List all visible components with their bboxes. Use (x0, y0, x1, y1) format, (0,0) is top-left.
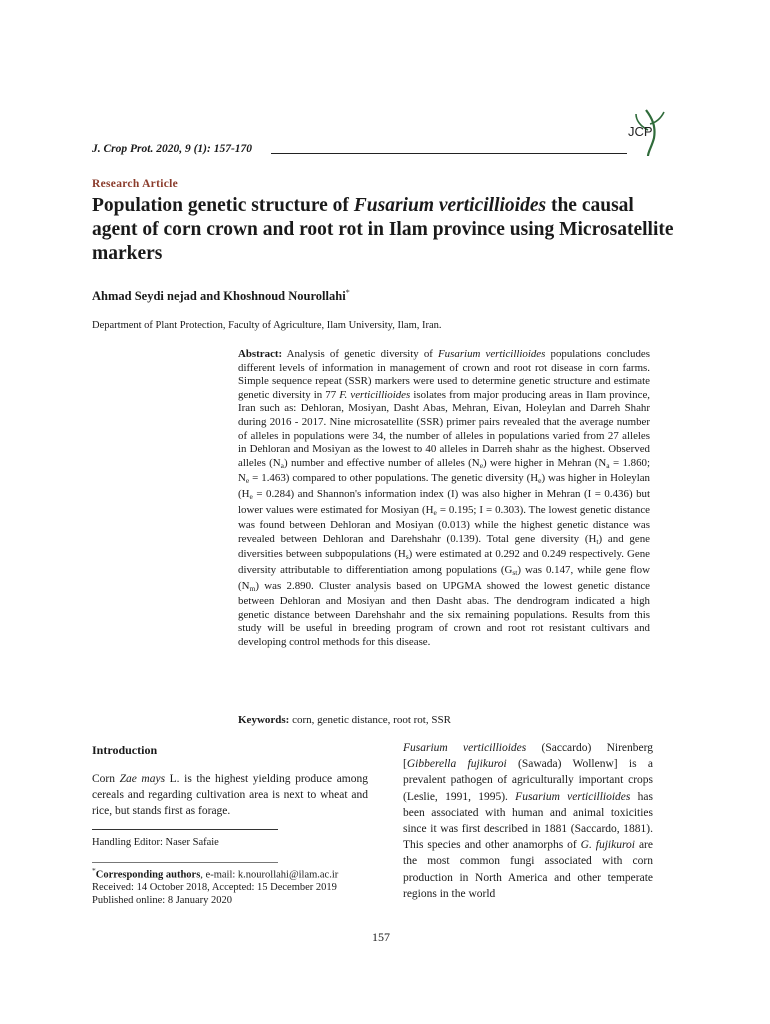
logo-text: JCP (628, 124, 653, 139)
intro-right-column: Fusarium verticillioides (Saccardo) Nirenberg [Gibberella fujikuroi (Sawada) Wollenw] is a prevalent pathogen of agriculturally important crops (Leslie, 1991, 1995). Fusarium verticillioides has been associated with human and animal toxicities since it was first described in 1881 (Saccardo, 1881). This species and other anamorphs of G. fujikuroi are the most common fungi associated with corn production in North America and other temperate regions in the world (403, 742, 653, 900)
affiliation: Department of Plant Protection, Faculty of Agriculture, Ilam University, Ilam, Iran. (92, 320, 442, 331)
handling-editor: Handling Editor: Naser Safaie (92, 837, 219, 848)
authors: Ahmad Seydi nejad and Khoshnoud Nourollahi* (92, 288, 350, 304)
corresponding-email[interactable]: , e-mail: k.nourollahi@ilam.ac.ir (200, 869, 339, 881)
received-dates: Received: 14 October 2018, Accepted: 15 December 2019 (92, 882, 337, 894)
header-rule (271, 153, 627, 154)
abstract: Abstract: Analysis of genetic diversity of Fusarium verticillioides populations concludes different levels of information in management of crown and root rot disease in corn farms. Simple sequence repeat (SSR) markers were used to determine genetic structure and estimate genetic diversity in 77 F. verticillioides isolates from major producing areas in Ilam province, Iran such as: Dehloran, Mosiyan, Dasht Abas, Mehran, Eivan, Holeylan and Darreh Shahr during 2016 - 2017. Nine microsatellite (SSR) primer pairs revealed that the average number of alleles in populations were 34, the number of alleles in populations varied from 27 alleles in Dehloran and Mosiyan as the lowest to 40 alleles in Darreh shahr as the highest. Observed alleles $(N_a)$ number and effective number of alleles $(N_e)$ were higher in Mehran ($N_a = 1.860$; $N_e = 1.463$) compared to other populations. The genetic diversity $(H_e)$ was higher in Holeylan $(H_e = 0.284)$ and Shannon's information index (I) was also higher in Mehran (I = 0.436) but lower values were estimated for Mosiyan ($H_e = 0.195$; I = 0.303). The lowest genetic distance was found between Dehloran and Mosiyan (0.013) while the highest genetic distance was revealed between Dehloran and Darehshahr (0.139). Total gene diversity $(H_t)$ and gene diversities between subpopulations $(H_s)$ were estimated at 0.292 and 0.249 respectively. Gene diversity attributable to differentiation among populations $(G_{st})$ was 0.147, while gene flow $(N_m)$ was 2.890. Cluster analysis based on UPGMA showed the lowest genetic distance between Dehloran and Mosiyan and then Dasht abas. The dendrogram indicated a high genetic distance between Darehshahr and the six remaining populations. Results from this study will be useful in breeding program of crown and root rot resistant cultivars and developing control methods for this disease. (238, 348, 651, 648)
journal-citation: J. Crop Prot. 2020, 9 (1): 157-170 (92, 143, 253, 155)
footnote-rule (92, 829, 278, 830)
correspondence-footnote: *Corresponding authors, e-mail: k.nourollahi@ilam.ac.ir Received: 14 October 2018, Accepted: 15 December 2019 Published online: 8 January 2020 (92, 865, 382, 908)
page-number: 157 (372, 930, 390, 944)
published-date: Published online: 8 January 2020 (92, 895, 232, 907)
intro-left-column: Corn Zae mays L. is the highest yielding produce among cereals and regarding cultivation area is next to wheat and rice, but stands first as forage. (92, 773, 368, 818)
keywords: Keywords: corn, genetic distance, root rot, SSR (238, 714, 451, 726)
journal-logo-icon (626, 108, 670, 158)
introduction-heading: Introduction (92, 743, 158, 757)
footnote-rule-2 (92, 862, 278, 863)
article-type: Research Article (92, 178, 179, 190)
article-title: Population genetic structure of Fusarium verticillioides the causal agent of corn crown and root rot in Ilam province using Microsatellite markers (92, 195, 674, 264)
